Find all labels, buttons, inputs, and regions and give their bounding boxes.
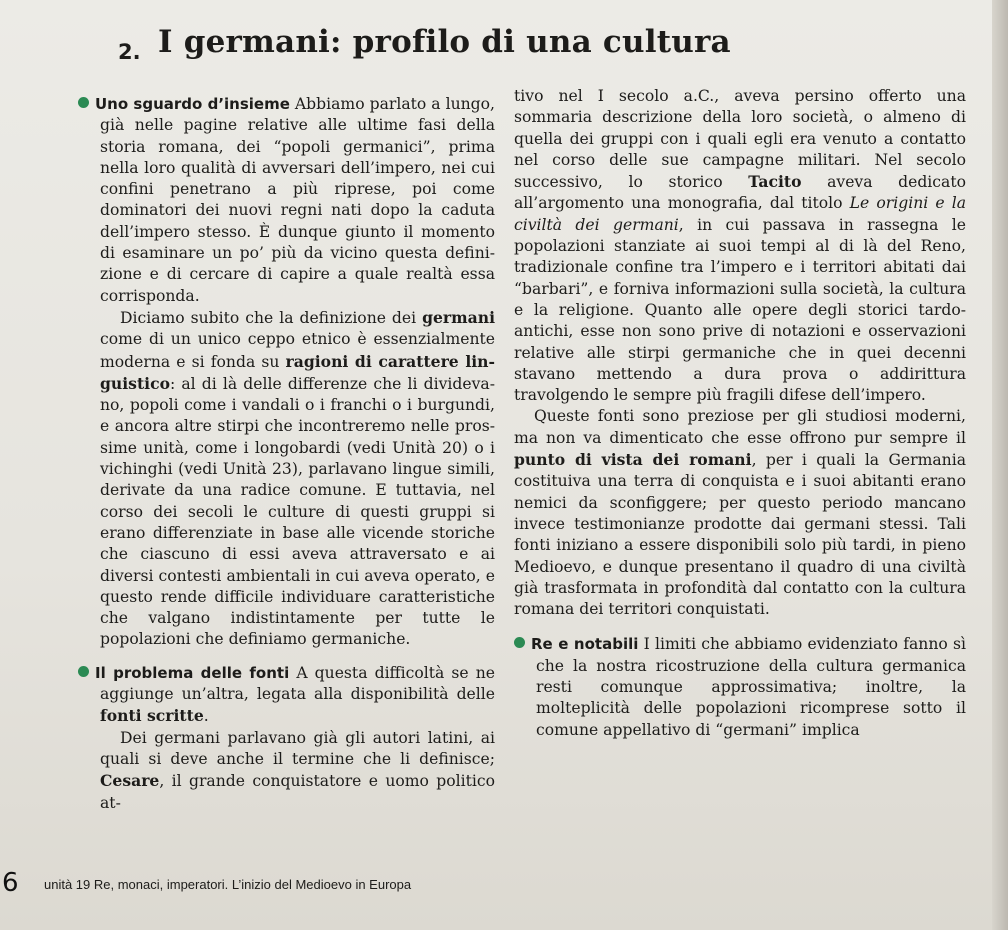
running-title: unità 19 Re, monaci, imperatori. L’inizio del Medioevo in Europa xyxy=(44,877,412,892)
section-bullet-icon xyxy=(514,637,525,648)
keyword: Cesare xyxy=(100,771,160,791)
keyword: Tacito xyxy=(748,172,802,192)
paragraph-text: Queste fonti sono preziose per gli studiosi moderni, ma non va dimenticato che esse offrono pur sempre il xyxy=(514,407,966,447)
paragraph-text: tivo nel I secolo a.C., aveva persino offerto una sommaria descrizione della loro società, o almeno di quella dei gruppi con i quali egli era venuto a contatto nel corso delle sue campagne militari. Nel secolo successivo, lo storico xyxy=(514,87,966,192)
paragraph-text: : al di là delle differenze che li dividevano, popoli come i vandali o i franchi o i burgundi, e ancora altre stirpi che incontreremo nelle prossime unità, come i longobardi (vedi Unità 20) o i vichinghi (vedi Unità 23), parlavano lingue simili, derivate da una radice comune. E tuttavia, nel corso dei secoli le culture di questi gruppi si erano differenziate in base alle vicende storiche che ciascuno di essi aveva attraversato e ai diversi contesti ambientali in cui aveva operato, e questo rende difficile individuare caratteristiche che valgano indistintamente per tutte le popolazioni che definiamo germaniche. xyxy=(100,374,495,649)
chapter-title: I germani: profilo di una cultura xyxy=(158,24,731,60)
section-uno-sguardo xyxy=(95,94,495,307)
paragraph-text: . xyxy=(203,707,209,726)
keyword: ragioni di carattere linguistico xyxy=(100,351,495,393)
paragraph-text: , in cui passava in rassegna le popolazioni stanziate ai suoi tempi al di là del Reno, tradizionale confine tra l’impero e i territori abitati dai “barbari”, e forniva informazioni sulla società, la cultura e la religione. Quanto alle opere degli storici tardo-antichi, esse non sono prive di notazioni e osservazioni relative alle stirpi germaniche che in quei decenni stavano mettendo a dura prova o addirittura travolgendo le sempre più fragili difese dell’impero. xyxy=(514,215,967,405)
paragraph-text: Dei germani parlavano già gli autori latini, ai quali si deve anche il termine che li definisce; xyxy=(100,728,495,768)
section-heading: Uno sguardo d’insieme xyxy=(95,95,290,113)
page-number: 6 xyxy=(2,868,19,898)
keyword: punto di vista dei romani xyxy=(514,450,752,470)
keyword: fonti scritte xyxy=(100,706,204,726)
paragraph-text: , il grande conquistatore e uomo politico at- xyxy=(100,772,495,812)
paragraph-text: I limiti che abbiamo evidenziato fanno sì che la nostra ricostruzione della cultura germanica resti comunque approssimativa; inoltre, la molteplicità delle popolazioni ricomprese sotto il comune appellativo di “germani” implica xyxy=(536,635,967,739)
section-problema-fonti xyxy=(95,663,495,728)
section-bullet-icon xyxy=(78,97,89,108)
section-bullet-icon xyxy=(78,666,89,677)
chapter-number: 2. xyxy=(118,40,141,64)
left-column xyxy=(95,94,495,814)
paragraph-text: , per i quali la Germania costituiva una terra di conquista e i suoi abitanti erano nemici da sconfiggere; per questo periodo mancano invece testimonianze prodotte dai germani stessi. Tali fonti iniziano a essere disponibili solo più tardi, in pieno Medioevo, e dunque presentano il quadro di una civiltà già trasformata in profondità dal contatto con la cultura romana dei territori conquistati. xyxy=(514,451,966,619)
page-edge xyxy=(992,0,1008,930)
paragraph xyxy=(514,406,966,620)
paragraph-text: Abbiamo parlato a lungo, già nelle pagine relative alle ultime fasi della storia romana, dei “popoli germanici”, prima nella loro qualità di avversari dell’impero, nei cui confini penetrano a più riprese, poi come dominatori dei nuovi regni nati dopo la caduta dell’impero stesso. È dunque giunto il momento di esaminare un po’ più da vicino questa definizione e di cercare di capire a quale realtà essa corrisponda. xyxy=(100,95,495,305)
section-heading: Re e notabili xyxy=(531,635,639,654)
paragraph-text: come di un unico ceppo etnico è essenzialmente moderna e si fonda su xyxy=(100,330,495,371)
section-re-notabili xyxy=(514,634,966,740)
paragraph xyxy=(100,307,495,651)
paragraph-text: A questa difficoltà se ne aggiunge un’altra, legata alla disponibilità delle xyxy=(100,663,495,704)
section-heading: Il problema delle fonti xyxy=(95,663,290,682)
right-column xyxy=(514,86,966,741)
paragraph xyxy=(514,86,966,406)
book-title: Le origini e la civiltà dei germani xyxy=(514,194,967,234)
keyword: germani xyxy=(422,307,495,327)
paragraph-text: Diciamo subito che la definizione dei xyxy=(120,308,423,327)
paragraph-text: aveva dedicato all’argomento una monografia, dal titolo xyxy=(514,173,966,213)
page-footer xyxy=(0,868,600,908)
paragraph xyxy=(100,728,495,814)
